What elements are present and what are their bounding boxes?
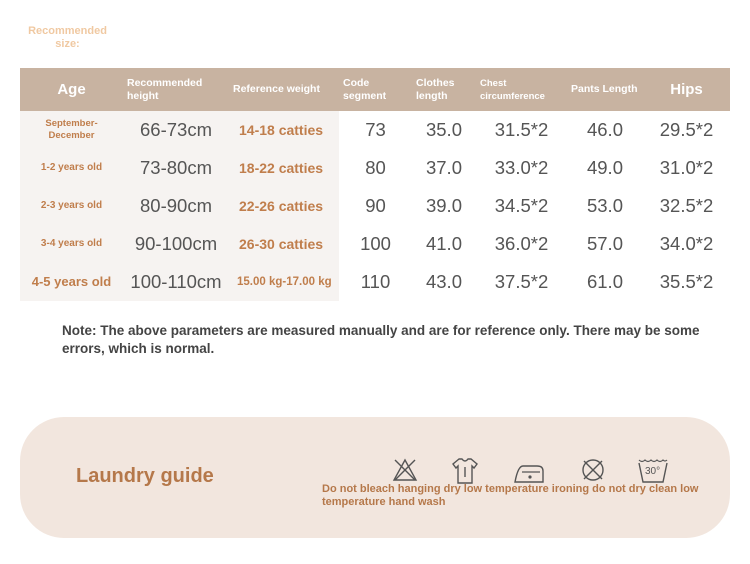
age-cell: 2-3 years old — [20, 187, 123, 225]
table-row — [20, 187, 730, 225]
header-pants: Pants Length — [567, 68, 643, 111]
header-age: Age — [20, 68, 123, 111]
laundry-guide-panel — [20, 417, 730, 538]
table-row — [20, 111, 730, 149]
pants-cell: 49.0 — [586, 157, 623, 178]
table-row — [20, 225, 730, 263]
height-cell: 100-110cm — [123, 263, 229, 301]
table-row — [20, 149, 730, 187]
hips-cell: 32.5*2 — [659, 195, 714, 216]
age-cell: 1-2 years old — [20, 149, 123, 187]
wash-temperature-label: 30° — [645, 466, 661, 477]
height-cell: 73-80cm — [123, 149, 229, 187]
height-cell: 80-90cm — [123, 187, 229, 225]
pants-cell: 57.0 — [586, 233, 623, 254]
age-cell: 4-5 years old — [20, 263, 123, 301]
low-iron-icon — [512, 463, 546, 485]
age-cell: 3-4 years old — [20, 225, 123, 263]
pants-cell: 46.0 — [586, 119, 623, 140]
hand-wash-30-icon — [636, 457, 670, 485]
clothes-cell: 35.0 — [425, 119, 462, 140]
clothes-cell: 37.0 — [425, 157, 462, 178]
header-height: Recommended height — [123, 68, 229, 111]
hips-cell: 34.0*2 — [659, 233, 714, 254]
pants-cell: 53.0 — [586, 195, 623, 216]
no-bleach-icon — [392, 457, 418, 483]
hips-cell: 35.5*2 — [659, 271, 714, 292]
weight-cell: 18-22 catties — [229, 149, 339, 187]
no-dry-clean-icon — [580, 457, 606, 483]
header-code: Code segment — [339, 68, 412, 111]
weight-cell: 14-18 catties — [229, 111, 339, 149]
age-cell: September-December — [20, 111, 123, 149]
laundry-guide-title: Laundry guide — [76, 465, 214, 487]
weight-cell: 22-26 catties — [229, 187, 339, 225]
clothes-cell: 39.0 — [425, 195, 462, 216]
code-cell: 110 — [360, 271, 391, 292]
header-hips: Hips — [643, 68, 730, 111]
care-instructions-text: Do not bleach hanging dry low temperature ironing do not dry clean low temperature hand wash — [322, 483, 699, 508]
header-weight: Reference weight — [229, 68, 339, 111]
chest-cell: 33.0*2 — [494, 157, 549, 178]
height-cell: 66-73cm — [123, 111, 229, 149]
size-table — [20, 68, 730, 301]
hips-cell: 31.0*2 — [659, 157, 714, 178]
height-cell: 90-100cm — [123, 225, 229, 263]
hips-cell: 29.5*2 — [659, 119, 714, 140]
clothes-cell: 43.0 — [425, 271, 462, 292]
code-cell: 100 — [360, 233, 391, 254]
chest-cell: 36.0*2 — [494, 233, 549, 254]
code-cell: 73 — [365, 119, 386, 140]
weight-cell: 26-30 catties — [229, 225, 339, 263]
clothes-cell: 41.0 — [425, 233, 462, 254]
chest-cell: 37.5*2 — [494, 271, 549, 292]
weight-cell: 15.00 kg-17.00 kg — [229, 263, 339, 301]
table-row — [20, 263, 730, 301]
page-title: Recommended size: — [28, 25, 107, 50]
chest-cell: 34.5*2 — [494, 195, 549, 216]
hang-dry-icon — [450, 457, 480, 485]
measurement-note: Note: The above parameters are measured manually and are for reference only. There may be some errors, which is normal. — [62, 323, 700, 356]
header-clothes-length: Clothes length — [412, 68, 476, 111]
pants-cell: 61.0 — [586, 271, 623, 292]
header-chest: Chest circumference — [476, 68, 567, 111]
code-cell: 90 — [365, 195, 386, 216]
code-cell: 80 — [365, 157, 386, 178]
table-header-row — [20, 68, 730, 111]
chest-cell: 31.5*2 — [494, 119, 549, 140]
